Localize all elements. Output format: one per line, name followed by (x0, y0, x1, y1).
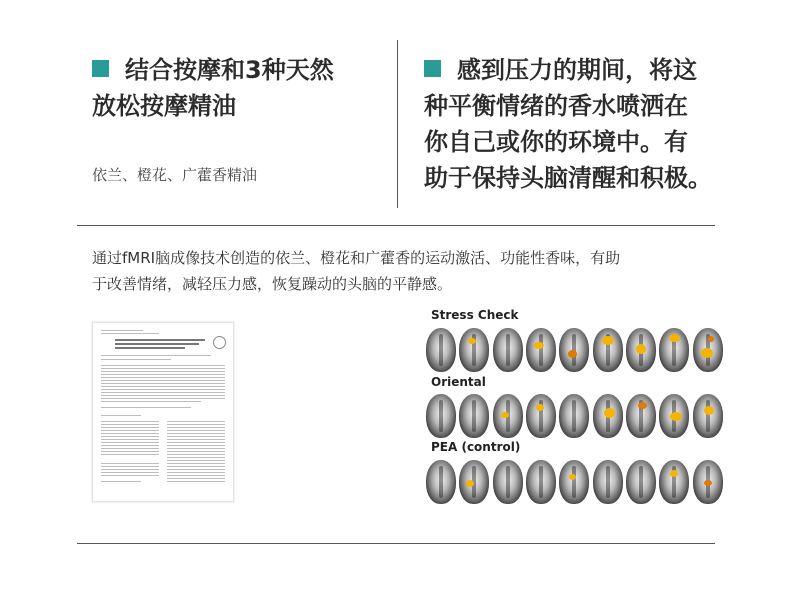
right-heading-line4: 助于保持头脑清醒和积极。 (424, 164, 712, 192)
activation-spot (569, 474, 576, 480)
activation-spot (536, 404, 544, 411)
activation-spot (602, 336, 614, 345)
brain-scan-image (693, 394, 723, 438)
brain-scan-image (559, 460, 589, 504)
right-heading-line1: 感到压力的期间，将这 (457, 56, 697, 84)
activation-spot (701, 348, 713, 358)
left-heading-line2: 放松按摩精油 (92, 92, 236, 120)
activation-spot (501, 412, 509, 418)
activation-spot (568, 350, 577, 358)
brain-scan-image (593, 460, 623, 504)
brain-scan-image (459, 394, 489, 438)
pea-control-label: PEA (control) (431, 440, 521, 454)
brain-scan-image (426, 328, 456, 372)
description (92, 245, 722, 297)
activation-spot (534, 342, 544, 349)
oriental-scan-row (426, 394, 726, 438)
brain-scan-image (426, 394, 456, 438)
brain-scan-image (459, 328, 489, 372)
stress-check-label: Stress Check (431, 308, 519, 322)
top-divider (77, 225, 715, 226)
bottom-divider (77, 543, 715, 544)
stress-check-scan-row (426, 328, 726, 372)
description-line1: 通过fMRI脑成像技术创造的依兰、橙花和广藿香的运动激活、功能性香味，有助 (92, 249, 621, 267)
activation-spot (669, 334, 680, 342)
left-heading (92, 52, 392, 124)
oriental-label: Oriental (431, 375, 486, 389)
left-heading-line1: 结合按摩和3种天然 (125, 56, 334, 84)
brain-scan-image (459, 460, 489, 504)
left-subtitle: 依兰、橙花、广藿香精油 (92, 166, 258, 184)
activation-spot (468, 338, 476, 344)
brain-scan-image (493, 460, 523, 504)
activation-spot (466, 480, 474, 487)
teal-square-icon (424, 60, 441, 77)
brain-scan-image (659, 460, 689, 504)
right-heading-line2: 种平衡情绪的香水喷洒在 (424, 92, 688, 120)
brain-scan-image (626, 460, 656, 504)
activation-spot (636, 344, 646, 354)
activation-spot (604, 408, 615, 418)
brain-scan-image (426, 460, 456, 504)
journal-logo-icon (213, 336, 226, 349)
brain-scan-image (526, 460, 556, 504)
left-panel (92, 52, 392, 186)
activation-spot (704, 406, 714, 415)
brain-scan-image (626, 394, 656, 438)
activation-spot (708, 336, 714, 342)
activation-spot (704, 480, 712, 486)
teal-square-icon (92, 60, 109, 77)
pea-control-scan-row (426, 460, 726, 504)
right-heading (424, 52, 744, 196)
activation-spot (670, 412, 682, 421)
right-panel (424, 52, 744, 196)
vertical-divider (397, 40, 398, 208)
brain-scan-image (559, 394, 589, 438)
description-line2: 于改善情绪，减轻压力感，恢复躁动的头脑的平静感。 (92, 275, 453, 293)
brain-scan-image (526, 394, 556, 438)
brain-scan-image (526, 328, 556, 372)
brain-scan-image (493, 328, 523, 372)
right-heading-line3: 你自己或你的环境中。有 (424, 128, 688, 156)
research-paper-thumbnail (92, 322, 234, 502)
activation-spot (638, 402, 647, 409)
brain-scan-image (593, 328, 623, 372)
activation-spot (670, 470, 678, 477)
